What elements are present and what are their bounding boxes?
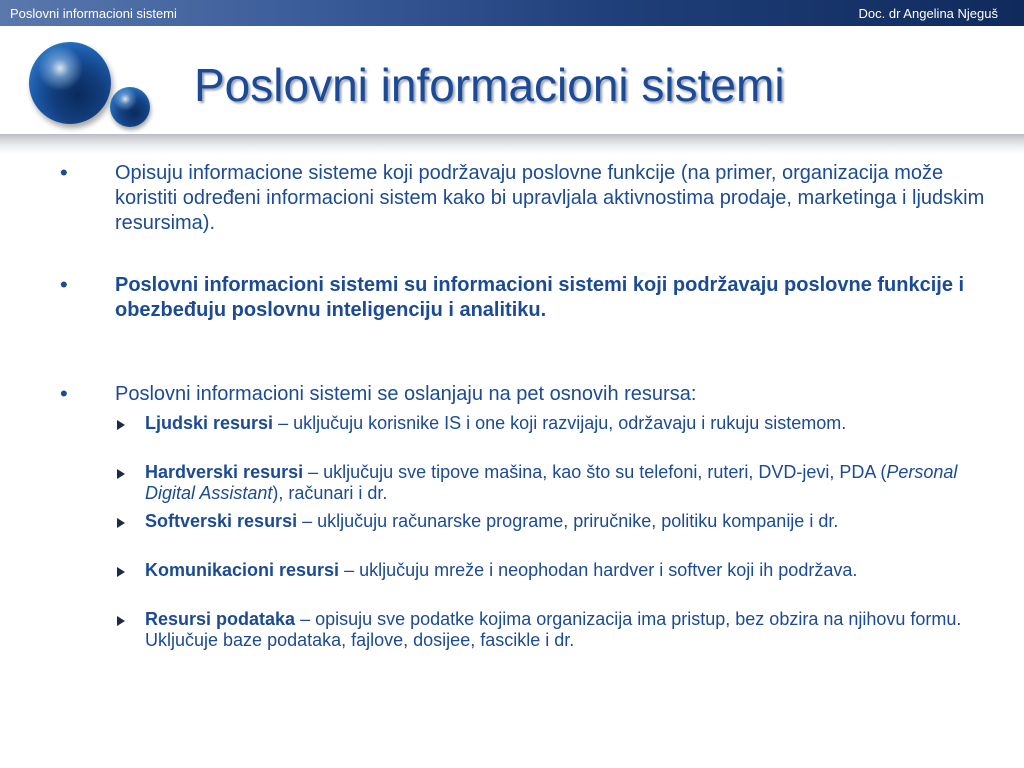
sub-bullet-arrow-icon xyxy=(117,469,125,479)
resource-desc: – uključuju korisnike IS i one koji razvijaju, održavaju i rukuju sistemom. xyxy=(273,413,847,433)
resource-term: Hardverski resursi xyxy=(145,462,304,482)
bullet-marker: • xyxy=(60,272,68,297)
resource-desc: – uključuju sve tipove mašina, kao što su telefoni, ruteri, DVD-jevi, PDA ( xyxy=(303,462,887,482)
globe-logo-small-icon xyxy=(110,87,150,127)
slide-title: Poslovni informacioni sistemi xyxy=(194,59,785,111)
resource-term: Resursi podataka xyxy=(145,609,296,629)
resource-term: Komunikacioni resursi xyxy=(145,560,340,580)
resource-item-human xyxy=(145,413,965,434)
resource-desc: – opisuju sve podatke kojima organizacija ima pristup, bez obzira na njihovu formu. Uključuje baze podataka, fajlove, dosijee, fascikle i dr. xyxy=(145,609,962,650)
header-course-title: Poslovni informacioni sistemi xyxy=(10,6,177,21)
sub-bullet-arrow-icon xyxy=(117,567,125,577)
title-band-shadow xyxy=(0,134,1024,154)
globe-logo-large-icon xyxy=(29,42,111,124)
header-author: Doc. dr Angelina Njeguš xyxy=(858,6,998,21)
bullet-text: Poslovni informacioni sistemi se oslanjaju na pet osnovih resursa: xyxy=(115,383,697,405)
resource-term: Ljudski resursi xyxy=(145,413,274,433)
bullet-marker: • xyxy=(60,160,68,185)
bullet-text: Opisuju informacione sisteme koji podržavaju poslovne funkcije (na primer, organizacija može koristiti određeni informacioni sistem kako bi upravljala aktivnostima prodaje, marketinga i ljudskim resursima). xyxy=(115,162,985,234)
resource-desc: – uključuju mreže i neophodan hardver i softver koji ih podržava. xyxy=(339,560,858,580)
sub-bullet-arrow-icon xyxy=(117,616,125,626)
bullet-text-emphasis: Poslovni informacioni sistemi su informacioni sistemi koji podržavaju poslovne funkcije i obezbeđuju poslovnu inteligenciju i analitiku. xyxy=(115,274,965,321)
resource-desc: – uključuju računarske programe, priručnike, politiku kompanije i dr. xyxy=(297,511,839,531)
top-bar xyxy=(0,0,1024,26)
resource-item-software xyxy=(145,511,965,532)
resource-desc-italic: Personal Digital Assistant xyxy=(145,462,958,503)
resource-item-communication xyxy=(145,560,965,581)
resource-term: Softverski resursi xyxy=(145,511,298,531)
bullet-marker: • xyxy=(60,381,68,406)
resource-item-data xyxy=(145,609,965,651)
sub-bullet-arrow-icon xyxy=(117,518,125,528)
sub-bullet-arrow-icon xyxy=(117,420,125,430)
resource-item-hardware xyxy=(145,462,965,504)
resource-desc-end: ), računari i dr. xyxy=(272,483,388,503)
